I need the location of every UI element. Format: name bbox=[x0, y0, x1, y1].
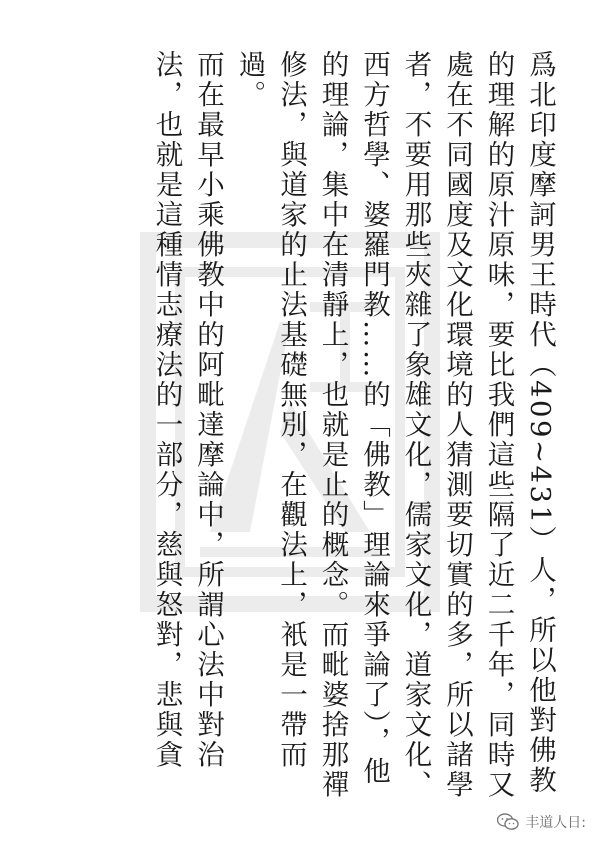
text-paragraph-2: 而在最早小乘佛教中的阿毗達摩論中，所謂心法中對治法，也就是這種情志療法的一部分，慈與怒對，悲與貪 bbox=[150, 50, 224, 770]
chat-bubble-icon bbox=[497, 813, 519, 831]
watermark-badge bbox=[497, 812, 586, 832]
vertical-text-body bbox=[70, 50, 560, 810]
text-paragraph: 爲北印度摩訶男王時代（409~431）人，所以他對佛教的理解的原汁原味，要比我們這些隔了近二千年，同時又處在不同國度及文化環境的人猜測要切實的多，所以諸學者，不要用那些夾雜了象雄文化，儒家文化，道家文化、西方哲學、婆羅門教……的「佛教」理論來爭論了），他的理論，集中在清靜上，也就是止的概念。而毗婆捨那禪修法，與道家的止法基礎無別，在觀法上，衹是一帶而過。 bbox=[233, 50, 556, 800]
watermark-label: 丰道人日: bbox=[525, 815, 586, 831]
